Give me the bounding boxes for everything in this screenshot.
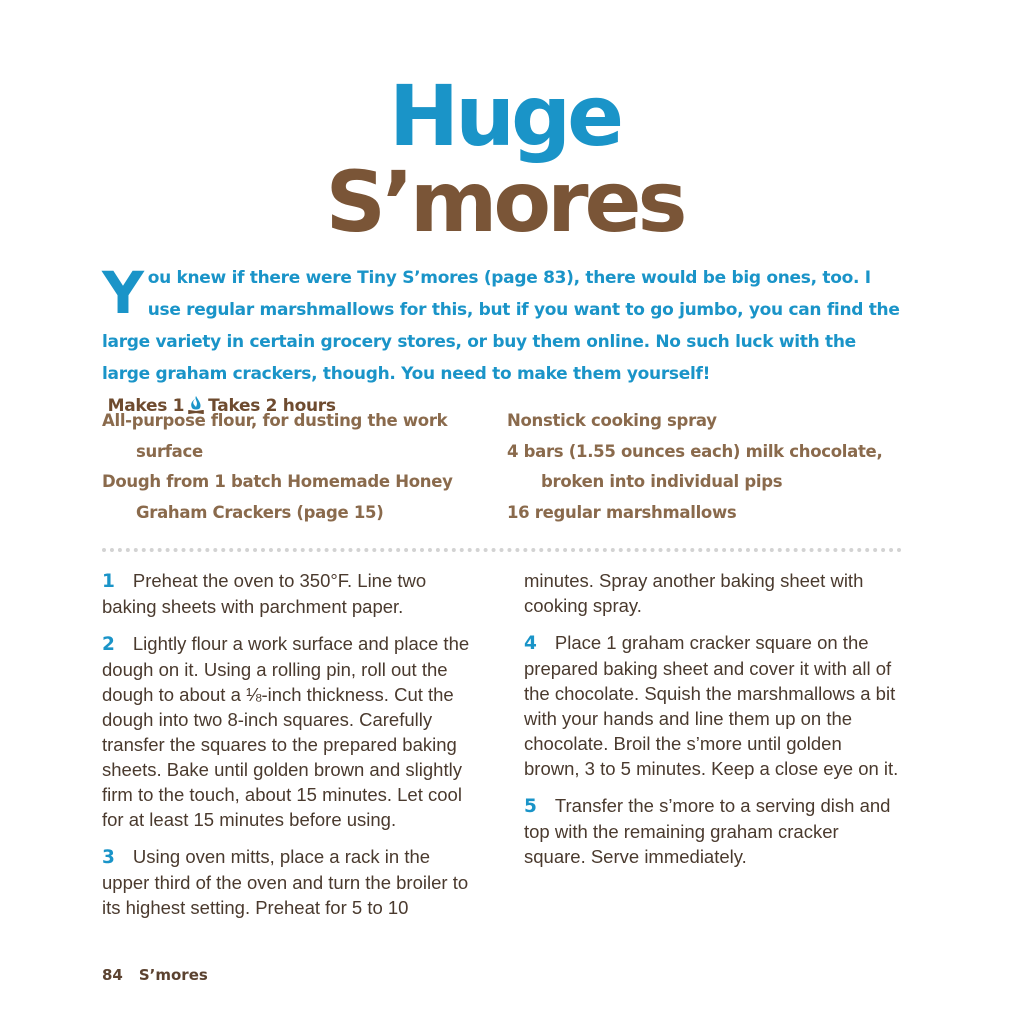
step-text: Using oven mitts, place a rack in the upper third of the oven and turn the broiler to its highest setting. Preheat for 5 to 10 minutes. Spray another baking sheet with cooking spray. bbox=[102, 570, 864, 918]
step-number: 4 bbox=[524, 633, 537, 654]
ingredients-column-left bbox=[102, 406, 507, 528]
intro-paragraph bbox=[102, 259, 902, 425]
dropcap: Y bbox=[102, 259, 144, 327]
instructions bbox=[102, 568, 902, 928]
step-text: Place 1 graham cracker square on the prepared baking sheet and cover it with all of the chocolate. Squish the marshmallows a bit with your hands and line them up on the chocolate. Broil the s’more until golden brown, 3 to 5 minutes. Keep a close eye on it. bbox=[524, 632, 899, 779]
step-4 bbox=[524, 630, 902, 781]
step-number: 5 bbox=[524, 796, 537, 817]
step-text: Lightly flour a work surface and place the dough on it. Using a rolling pin, roll out the dough to about a ⅛-inch thickness. Cut the dough into two 8-inch squares. Carefully transfer the squares to the prepared baking sheets. Bake until golden brown and slightly firm to the touch, about 15 minutes. Let cool for at least 15 minutes before using. bbox=[102, 633, 470, 830]
ingredients-column-right bbox=[507, 406, 912, 528]
step-number: 2 bbox=[102, 634, 115, 655]
page-footer bbox=[102, 966, 208, 984]
step-1 bbox=[102, 568, 480, 619]
ingredient-item: 16 regular marshmallows bbox=[507, 502, 737, 522]
step-text: Transfer the s’more to a serving dish and top with the remaining graham cracker square. Serve immediately. bbox=[524, 795, 891, 867]
section-name: S’mores bbox=[138, 966, 208, 984]
ingredient-item: 4 bars (1.55 ounces each) milk chocolate, broken into individual pips bbox=[507, 441, 883, 491]
title-line-2: S’mores bbox=[325, 153, 684, 251]
title-line-1: Huge bbox=[388, 67, 621, 165]
step-text: Preheat the oven to 350°F. Line two baking sheets with parchment paper. bbox=[102, 570, 427, 617]
step-number: 3 bbox=[102, 847, 115, 868]
step-5 bbox=[524, 793, 902, 869]
intro-text: ou knew if there were Tiny S’mores (page 83), there would be big ones, too. I use regular marshmallows for this, but if you want to go jumbo, you can find the large variety in certain grocery stores, or buy them online. No such luck with the large graham crackers, though. You need to make them yourself! bbox=[102, 268, 900, 384]
step-number: 1 bbox=[102, 571, 115, 592]
ingredients-list bbox=[102, 406, 912, 528]
ingredient-item: Nonstick cooking spray bbox=[507, 411, 717, 430]
makes-label: Makes 1 bbox=[107, 396, 185, 416]
step-2 bbox=[102, 631, 480, 832]
ingredient-item: Dough from 1 batch Homemade Honey Graham Crackers (page 15) bbox=[102, 472, 453, 522]
dotted-divider bbox=[102, 548, 902, 552]
page-number: 84 bbox=[102, 966, 123, 984]
ingredient-item: All-purpose flour, for dusting the work surface bbox=[102, 411, 448, 461]
takes-label: Takes 2 hours bbox=[208, 396, 336, 416]
